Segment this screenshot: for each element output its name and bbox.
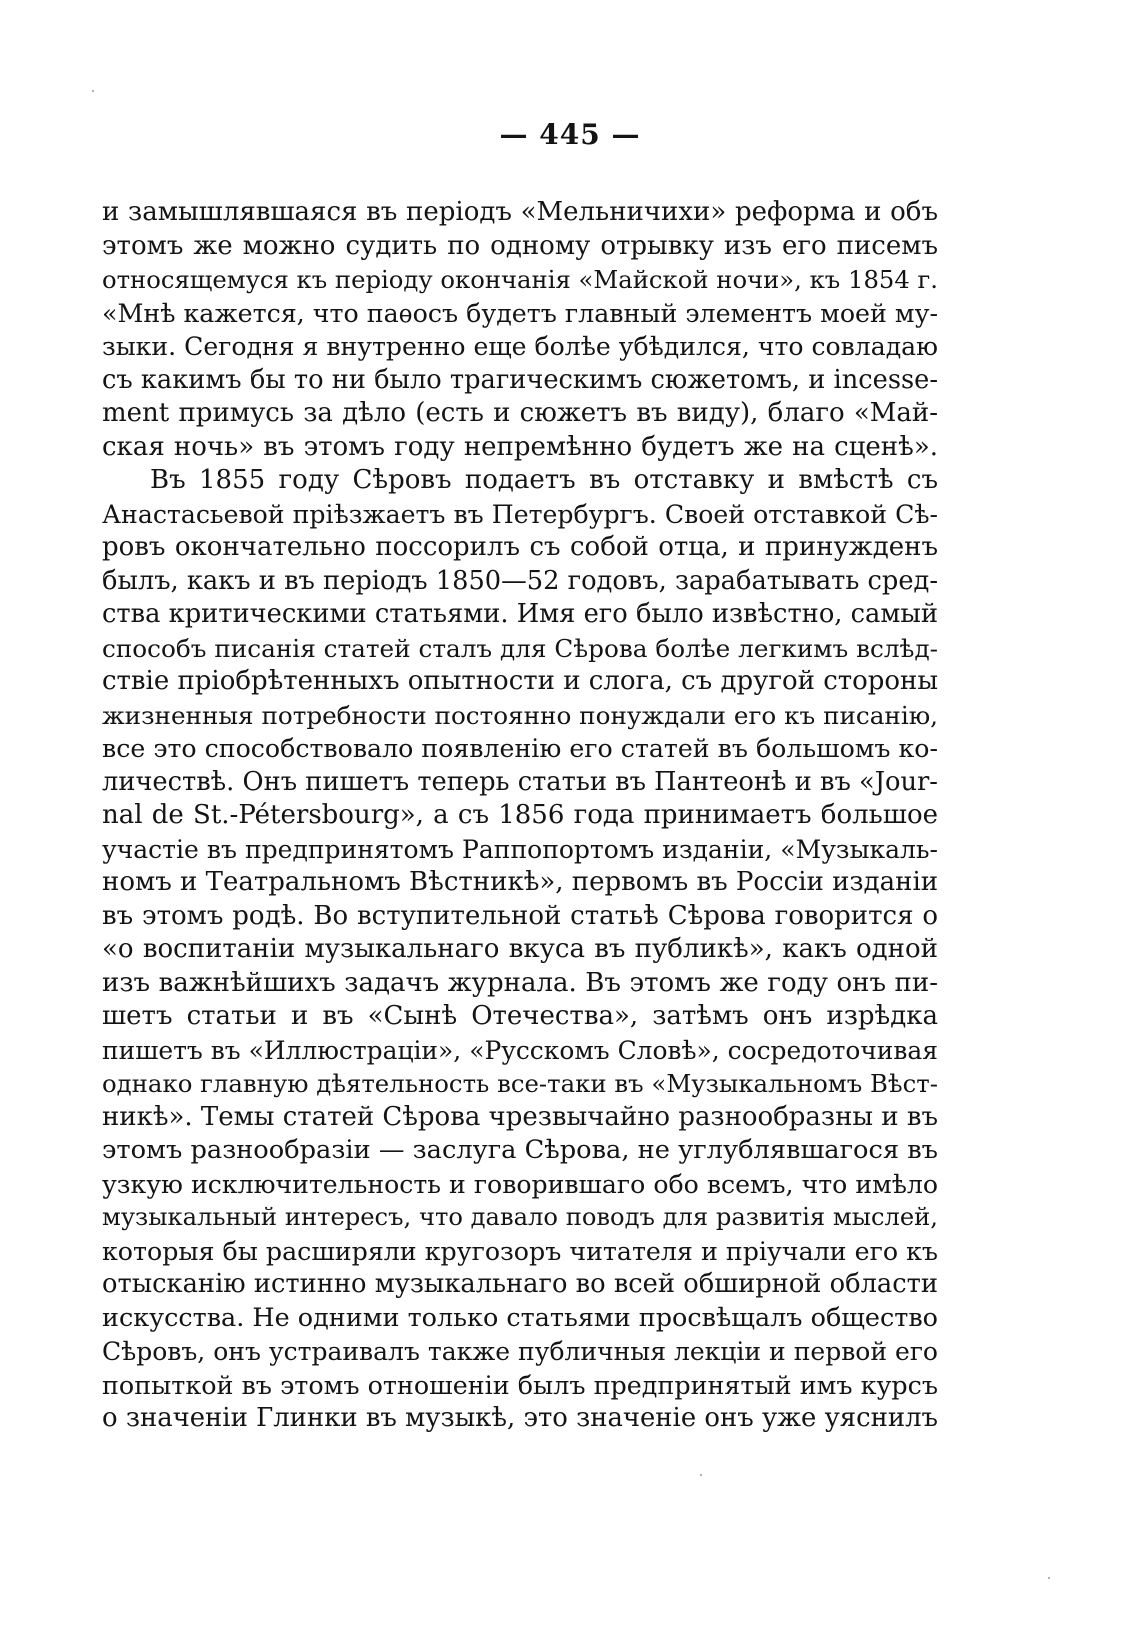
text-line: искусства. Не одними только статьями просвѣщалъ общество [102, 1302, 938, 1333]
text-line: зыки. Сегодня я внутренно еще болѣе убѣдился, что совладаю [102, 332, 938, 361]
text-line: въ этомъ родѣ. Во вступительной статьѣ Сѣрова говорится о [102, 900, 938, 931]
text-line: ская ночь» въ этомъ году непремѣнно будетъ же на сценѣ». [102, 431, 938, 462]
text-line: ровъ окончательно поссорилъ съ собой отца, и принужденъ [102, 532, 938, 562]
print-speck [92, 90, 94, 92]
text-line: однако главную дѣятельность все-таки въ «Музыкальномъ Вѣст- [102, 1069, 938, 1098]
text-line: музыкальный интересъ, что давало поводъ для развитія мыслей, [102, 1203, 938, 1231]
text-line: участіе въ предпринятомъ Раппопортомъ изданіи, «Музыкаль- [102, 834, 938, 864]
text-line: nal de St.-Pétersbourg», а съ 1856 года принимаетъ большое [102, 800, 938, 830]
body-text [102, 196, 938, 1436]
text-line: шетъ статьи и въ «Сынѣ Отечества», затѣмъ онъ изрѣдка [102, 1001, 938, 1031]
text-line: жизненныя потребности постоянно понуждали его къ писанію, [102, 700, 938, 730]
text-line: относящемуся къ періоду окончанія «Майской ночи», къ 1854 г. [102, 265, 938, 294]
text-line: номъ и Театральномъ Вѣстникѣ», первомъ въ Россіи изданіи [102, 867, 939, 897]
text-line: былъ, какъ и въ періодъ 1850—52 годовъ, зарабатывать сред- [102, 565, 938, 596]
page-number: — 445 — [499, 118, 641, 151]
text-line: о значеніи Глинки въ музыкѣ, это значеніе онъ уже уяснилъ [102, 1403, 938, 1433]
text-line: «Мнѣ кажется, что паѳосъ будетъ главный элементъ моей му- [102, 298, 938, 328]
text-line: изъ важнѣйшихъ задачъ журнала. Въ этомъ же году онъ пи- [102, 967, 938, 998]
text-line: Въ 1855 году Сѣровъ подаетъ въ отставку и вмѣстѣ съ [150, 465, 938, 495]
print-speck [700, 1474, 702, 1476]
text-line: никѣ». Темы статей Сѣрова чрезвычайно разнообразны и въ [102, 1101, 939, 1132]
print-speck [1048, 1577, 1050, 1579]
text-line: ствіе пріобрѣтенныхъ опытности и слога, съ другой стороны [102, 666, 938, 696]
text-line: Сѣровъ, онъ устраивалъ также публичныя лекціи и первой его [102, 1337, 938, 1366]
text-line: личествѣ. Онъ пишетъ теперь статьи въ Пантеонѣ и въ «Jour- [102, 766, 938, 797]
text-line: способъ писанія статей сталъ для Сѣрова болѣе легкимъ вслѣд- [102, 633, 938, 663]
text-line: этомъ разнообразіи — заслуга Сѣрова, не углублявшагося въ [102, 1135, 938, 1165]
text-line: которыя бы расширяли кругозоръ читателя и пріучали его къ [102, 1236, 938, 1266]
text-line: съ какимъ бы то ни было трагическимъ сюжетомъ, и incesse- [102, 364, 938, 395]
text-line: Анастасьевой пріѣзжаетъ въ Петербургъ. Своей отставкой Сѣ- [102, 499, 938, 529]
text-line: узкую исключительность и говорившаго обо всемъ, что имѣло [102, 1169, 938, 1199]
text-line: пишетъ въ «Иллюстраціи», «Русскомъ Словѣ», сосредоточивая [102, 1035, 938, 1065]
text-line: «о воспитаніи музыкальнаго вкуса въ публикѣ», какъ одной [102, 934, 938, 964]
text-line: попыткой въ этомъ отношеніи былъ предпринятый имъ курсъ [102, 1369, 938, 1400]
text-line: этомъ же можно судить по одному отрывку изъ его писемъ [102, 230, 938, 261]
text-line: ства критическими статьями. Имя его было извѣстно, самый [102, 599, 939, 629]
text-line: и замышлявшаяся въ періодъ «Мельничихи» реформа и объ [102, 197, 938, 227]
text-line: ment примусь за дѣло (есть и сюжетъ въ виду), благо «Май- [102, 398, 938, 428]
text-line: отысканію истинно музыкальнаго во всей обширной области [102, 1269, 938, 1299]
text-line: все это способствовало появленію его статей въ большомъ ко- [102, 734, 938, 763]
